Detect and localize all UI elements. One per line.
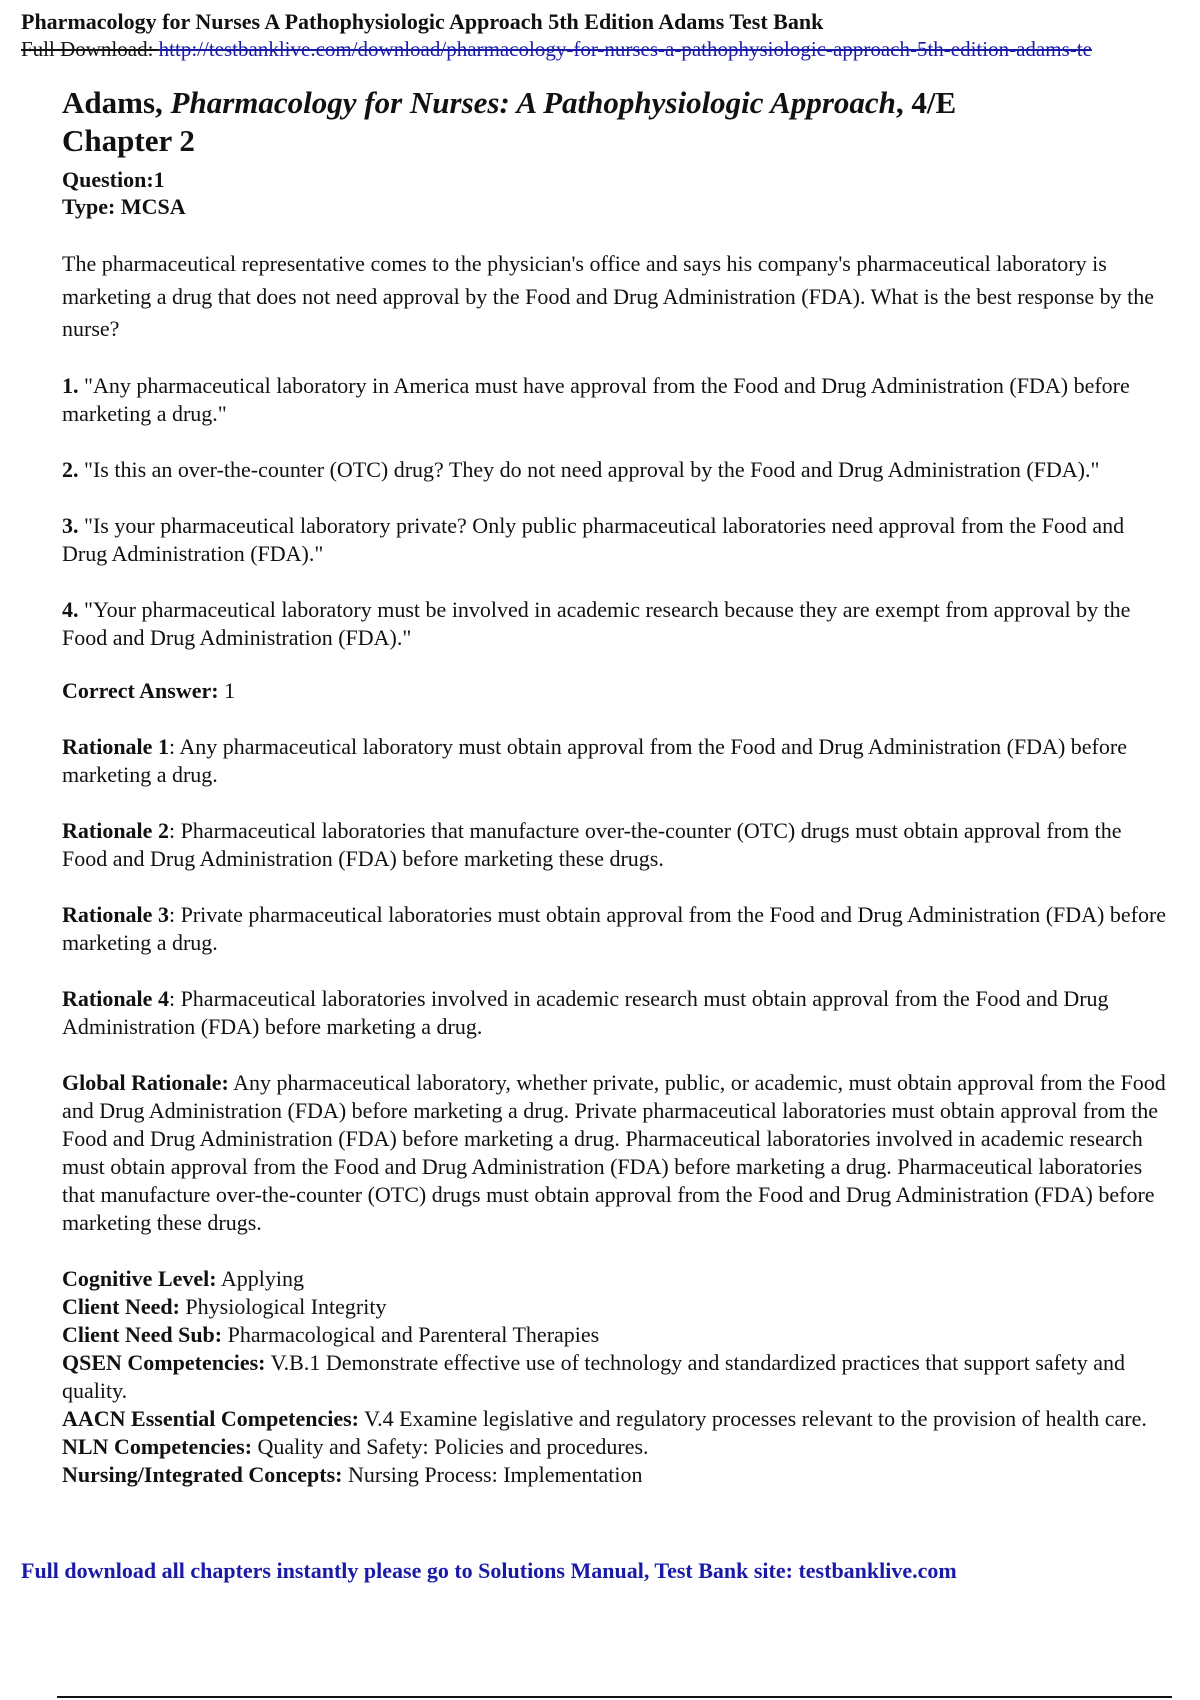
correct-answer-value: 1 bbox=[218, 677, 236, 703]
rationale-text: : Pharmaceutical laboratories involved in academic research must obtain approval from the Food and Drug Administration (FDA) before marketing a drug. bbox=[62, 985, 1109, 1039]
option-number: 4. bbox=[62, 596, 79, 622]
answer-option-1 bbox=[62, 372, 1172, 428]
rationale-label: Rationale 4 bbox=[62, 985, 169, 1011]
option-text: "Your pharmaceutical laboratory must be involved in academic research because they are exempt from approval by the Food and Drug Administration (FDA)." bbox=[62, 596, 1131, 650]
book-edition: , 4/E bbox=[895, 85, 957, 120]
detail-label: Cognitive Level: bbox=[62, 1265, 217, 1291]
rationale-label: Rationale 3 bbox=[62, 901, 169, 927]
detail-value: V.4 Examine legislative and regulatory processes relevant to the provision of health care. bbox=[358, 1405, 1147, 1431]
book-name: Pharmacology for Nurses: A Pathophysiologic Approach bbox=[170, 85, 896, 120]
detail-value: Physiological Integrity bbox=[179, 1293, 387, 1319]
detail-label: NLN Competencies: bbox=[62, 1433, 253, 1459]
rationale-2 bbox=[62, 817, 1172, 873]
detail-nursing-concepts bbox=[62, 1461, 1172, 1489]
detail-label: QSEN Competencies: bbox=[62, 1349, 266, 1375]
detail-value: V.B.1 Demonstrate effective use of technology and standardized practices that support safety and quality. bbox=[62, 1349, 1126, 1403]
document-body bbox=[62, 84, 1172, 1489]
rationale-text: : Pharmaceutical laboratories that manufacture over-the-counter (OTC) drugs must obtain approval from the Food and Drug Administration (FDA) before marketing these drugs. bbox=[62, 817, 1122, 871]
detail-label: Client Need: bbox=[62, 1293, 180, 1319]
detail-qsen-competencies bbox=[62, 1349, 1172, 1405]
question-type: Type: MCSA bbox=[62, 194, 186, 219]
rationale-label: Rationale 2 bbox=[62, 817, 169, 843]
book-author: Adams, bbox=[62, 85, 171, 120]
option-text: "Is this an over-the-counter (OTC) drug? They do not need approval by the Food and Drug Administration (FDA)." bbox=[78, 456, 1100, 482]
download-all-chapters-link[interactable]: Full download all chapters instantly please go to Solutions Manual, Test Bank site: testbanklive.com bbox=[21, 1558, 957, 1583]
global-rationale-text: Any pharmaceutical laboratory, whether private, public, or academic, must obtain approval from the Food and Drug Administration (FDA) before marketing a drug. Private pharmaceutical laboratories must obtain approval from the Food and Drug Administration (FDA) before marketing a drug. Pharmaceutical laboratories involved in academic research must obtain approval from the Food and Drug Administration (FDA) before marketing a drug. Pharmaceutical laboratories that manufacture over-the-counter (OTC) drugs must obtain approval from the Food and Drug Administration (FDA) before marketing these drugs. bbox=[62, 1069, 1166, 1235]
rationale-4 bbox=[62, 985, 1172, 1041]
rationale-3 bbox=[62, 901, 1172, 957]
detail-client-need bbox=[62, 1293, 1172, 1321]
detail-client-need-sub bbox=[62, 1321, 1172, 1349]
correct-answer bbox=[62, 677, 1172, 705]
rationale-label: Rationale 1 bbox=[62, 733, 169, 759]
answer-option-4 bbox=[62, 596, 1172, 652]
answer-option-2 bbox=[62, 456, 1172, 484]
detail-value: Nursing Process: Implementation bbox=[342, 1461, 643, 1487]
banner-download-line bbox=[21, 36, 1191, 62]
option-text: "Is your pharmaceutical laboratory private? Only public pharmaceutical laboratories need approval from the Food and Drug Administration (FDA)." bbox=[62, 512, 1125, 566]
global-rationale-label: Global Rationale: bbox=[62, 1069, 229, 1095]
option-number: 3. bbox=[62, 512, 79, 538]
rationale-text: : Private pharmaceutical laboratories must obtain approval from the Food and Drug Administration (FDA) before marketing a drug. bbox=[62, 901, 1167, 955]
banner-title: Pharmacology for Nurses A Pathophysiologic Approach 5th Edition Adams Test Bank bbox=[21, 9, 824, 34]
rationale-1 bbox=[62, 733, 1172, 789]
chapter-heading: Chapter 2 bbox=[62, 123, 195, 158]
download-link[interactable]: http://testbanklive.com/download/pharmacology-for-nurses-a-pathophysiologic-approach-5th-edition-adams-te bbox=[158, 37, 1092, 61]
detail-aacn-competencies bbox=[62, 1405, 1172, 1433]
rationale-text: : Any pharmaceutical laboratory must obtain approval from the Food and Drug Administration (FDA) before marketing a drug. bbox=[62, 733, 1127, 787]
answer-option-3 bbox=[62, 512, 1172, 568]
detail-label: Nursing/Integrated Concepts: bbox=[62, 1461, 343, 1487]
detail-value: Applying bbox=[216, 1265, 304, 1291]
download-banner bbox=[21, 8, 1191, 62]
option-text: "Any pharmaceutical laboratory in America must have approval from the Food and Drug Administration (FDA) before marketing a drug." bbox=[62, 372, 1130, 426]
global-rationale bbox=[62, 1069, 1172, 1237]
option-number: 2. bbox=[62, 456, 79, 482]
book-title bbox=[62, 84, 1172, 122]
question-stem: The pharmaceutical representative comes to the physician's office and says his company's pharmaceutical laboratory is marketing a drug that does not need approval by the Food and Drug Administration (FDA). What is the best response by the nurse? bbox=[62, 251, 1155, 341]
question-details bbox=[62, 1265, 1172, 1489]
correct-answer-label: Correct Answer: bbox=[62, 677, 219, 703]
detail-label: AACN Essential Competencies: bbox=[62, 1405, 359, 1431]
download-label: Full Download: bbox=[21, 37, 159, 61]
detail-value: Quality and Safety: Policies and procedures. bbox=[252, 1433, 649, 1459]
answer-options bbox=[62, 372, 1172, 652]
detail-cognitive-level bbox=[62, 1265, 1172, 1293]
detail-label: Client Need Sub: bbox=[62, 1321, 223, 1347]
detail-value: Pharmacological and Parenteral Therapies bbox=[222, 1321, 600, 1347]
footer-divider bbox=[57, 1696, 1172, 1698]
question-number: Question:1 bbox=[62, 167, 165, 192]
detail-nln-competencies bbox=[62, 1433, 1172, 1461]
option-number: 1. bbox=[62, 372, 79, 398]
